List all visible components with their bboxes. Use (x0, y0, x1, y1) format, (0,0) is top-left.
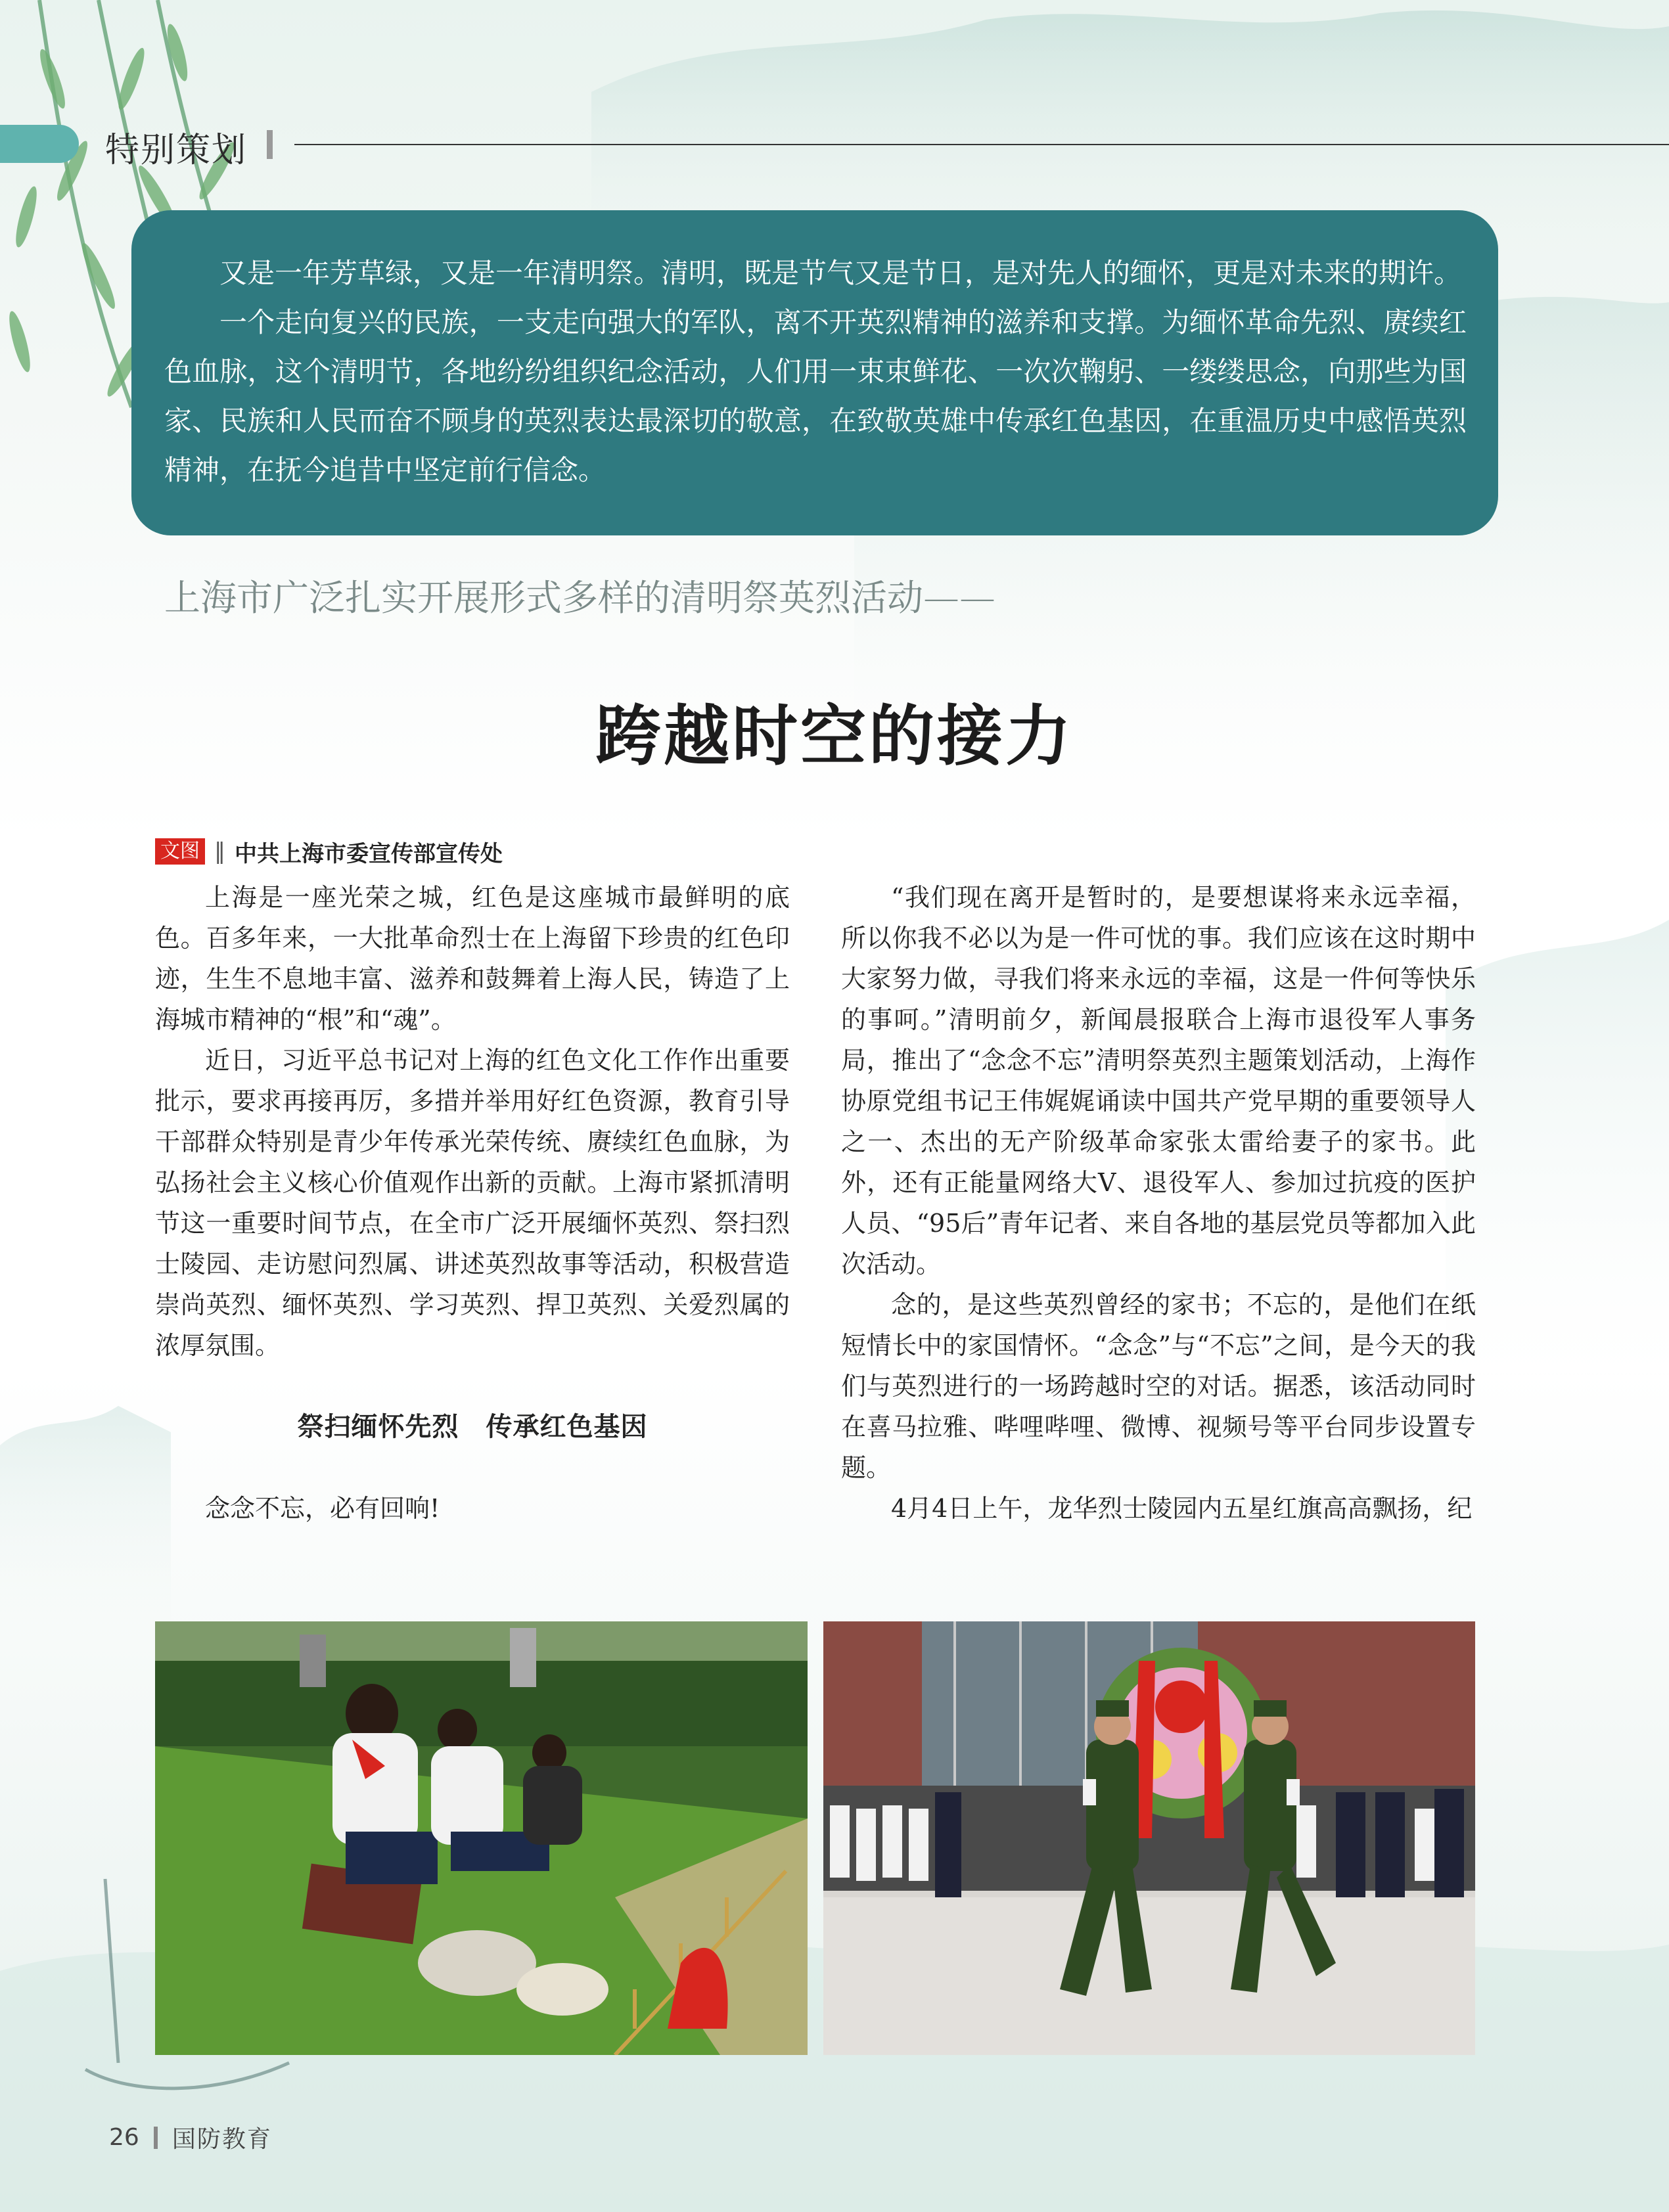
section-divider-bar (267, 130, 273, 159)
right-paragraph-1: “我们现在离开是暂时的，是要想谋将来永远幸福，所以你我不必以为是一件可忧的事。我们应该在这时期中大家努力做，寻我们将来永远的幸福，这是一件何等快乐的事呵。”清明前夕，新闻晨报联合上海市退役军人事务局，推出了“念念不忘”清明祭英烈主题策划活动，上海作协原党组书记王伟娓娓诵读中国共产党早期的重要领导人之一、杰出的无产阶级革命家张太雷给妻子的家书。此外，还有正能量网络大V、退役军人、参加过抗疫的医护人员、“95后”青年记者、来自各地的基层党员等都加入此次活动。 (841, 883, 1476, 1278)
byline-organization: 中共上海市委宣传部宣传处 (235, 840, 503, 867)
section-title: 特别策划 (105, 131, 248, 170)
right-paragraph-3: 4月4日上午，龙华烈士陵园内五星红旗高高飘扬，纪 (891, 1494, 1473, 1523)
footer-divider (154, 2127, 158, 2149)
header-rule-line (294, 144, 1669, 145)
right-paragraph-2: 念的，是这些英烈曾经的家书；不忘的，是他们在纸短情长中的家国情怀。“念念”与“不忘”之间，是今天的我们与英烈进行的一场跨越时空的对话。据悉，该活动同时在喜马拉雅、哔哩哔哩、微博、视频号等平台同步设置专题。 (841, 1290, 1476, 1482)
page-number: 26 (109, 2124, 139, 2151)
byline (155, 838, 503, 865)
left-paragraph-3: 念念不忘，必有回响! (205, 1494, 440, 1523)
article-column-right (841, 877, 1476, 1529)
intro-paragraph-1: 又是一年芳草绿，又是一年清明祭。清明，既是节气又是节日，是对先人的缅怀，更是对未来的期许。 (219, 257, 1462, 289)
section-heading: 祭扫缅怀先烈 传承红色基因 (297, 1412, 648, 1442)
article-column-left (155, 877, 790, 1529)
section-tag-decoration (0, 125, 79, 163)
intro-paragraph-2: 一个走向复兴的民族，一支走向强大的军队，离不开英烈精神的滋养和支撑。为缅怀革命先烈、赓续红色血脉，这个清明节，各地纷纷组织纪念活动，人们用一束束鲜花、一次次鞠躬、一缕缕思念，向那些为国家、民族和人民而奋不顾身的英烈表达最深切的敬意，在致敬英雄中传承红色基因，在重温历史中感悟英烈精神，在抚今追昔中坚定前行信念。 (164, 306, 1467, 486)
page-footer (109, 2121, 272, 2154)
byline-tag: 文图 (155, 838, 205, 865)
honor-guard-wreath-photo (823, 1621, 1475, 2055)
left-paragraph-1: 上海是一座光荣之城，红色是这座城市最鲜明的底色。百多年来，一大批革命烈士在上海留下珍贵的红色印迹，生生不息地丰富、滋养和鼓舞着上海人民，铸造了上海城市精神的“根”和“魂”。 (155, 883, 790, 1034)
intro-box (131, 210, 1498, 535)
students-cleaning-tombstone-photo (155, 1621, 808, 2055)
byline-separator: ‖ (214, 838, 225, 865)
article-subtitle: 上海市广泛扎实开展形式多样的清明祭英烈活动—— (164, 577, 996, 619)
magazine-name: 国防教育 (171, 2126, 272, 2153)
article-title: 跨越时空的接力 (595, 698, 1074, 775)
left-paragraph-2: 近日，习近平总书记对上海的红色文化工作作出重要批示，要求再接再厉，多措并举用好红色资源，教育引导干部群众特别是青少年传承光荣传统、赓续红色血脉，为弘扬社会主义核心价值观作出新的贡献。上海市紧抓清明节这一重要时间节点，在全市广泛开展缅怀英烈、祭扫烈士陵园、走访慰问烈属、讲述英烈故事等活动，积极营造崇尚英烈、缅怀英烈、学习英烈、捍卫英烈、关爱烈属的浓厚氛围。 (155, 1046, 790, 1360)
